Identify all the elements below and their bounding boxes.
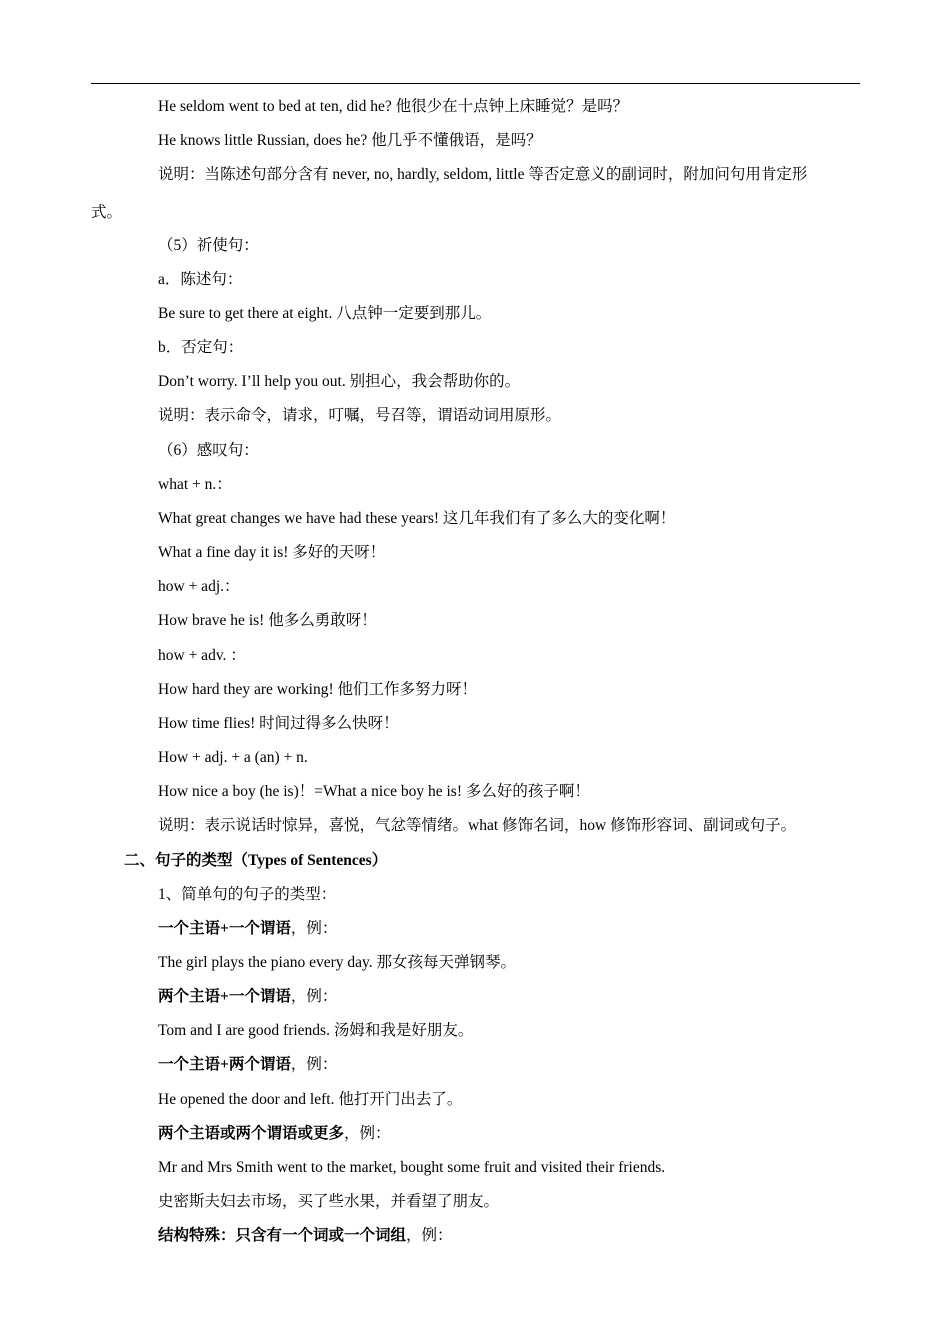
- text-line: He opened the door and left. 他打开门出去了。: [158, 1091, 463, 1108]
- rule-strong: 两个主语+一个谓语: [158, 988, 291, 1005]
- pattern-label: How + adj. + a (an) + n.: [158, 749, 308, 766]
- rule-strong: 结构特殊：只含有一个词或一个词组: [158, 1227, 407, 1244]
- rule-strong: 一个主语+一个谓语: [158, 920, 291, 937]
- rule-rest: ，例：: [290, 988, 338, 1005]
- text-line: 史密斯夫妇去市场，买了些水果，并看望了朋友。: [158, 1193, 500, 1210]
- text-line: He seldom went to bed at ten, did he? 他很少在十点钟上床睡觉？是吗？: [158, 98, 629, 115]
- rule-line: [158, 987, 337, 1007]
- pattern-label: what + n.：: [158, 476, 232, 493]
- text-line: He knows little Russian, does he? 他几乎不懂俄语，是吗？: [158, 132, 542, 149]
- section-heading: 二、句子的类型（Types of Sentences）: [124, 852, 388, 869]
- text-line: Be sure to get there at eight. 八点钟一定要到那儿。: [158, 305, 492, 322]
- rule-strong: 一个主语+两个谓语: [158, 1056, 291, 1073]
- text-line: What a fine day it is! 多好的天呀！: [158, 544, 386, 561]
- text-line-continuation: 式。: [91, 204, 123, 221]
- text-line: 说明：表示命令，请求，叮嘱，号召等，谓语动词用原形。: [158, 407, 562, 424]
- text-line: How nice a boy (he is)！=What a nice boy he is! 多么好的孩子啊！: [158, 783, 590, 800]
- list-label: a．陈述句：: [158, 271, 243, 288]
- text-line: Mr and Mrs Smith went to the market, bought some fruit and visited their friends.: [158, 1159, 666, 1176]
- subsection-heading: （6）感叹句：: [158, 442, 259, 459]
- rule-line: [158, 919, 337, 939]
- text-line: What great changes we have had these years! 这几年我们有了多么大的变化啊！: [158, 510, 676, 527]
- header-rule: [91, 83, 860, 84]
- text-line: How time flies! 时间过得多么快呀！: [158, 715, 399, 732]
- text-line: The girl plays the piano every day. 那女孩每天弹钢琴。: [158, 954, 517, 971]
- pattern-label: how + adv. ：: [158, 647, 246, 664]
- text-line: How brave he is! 他多么勇敢呀！: [158, 612, 377, 629]
- rule-rest: ，例：: [290, 920, 338, 937]
- text-line: 说明：表示说话时惊异，喜悦，气忿等情绪。what 修饰名词，how 修饰形容词、副词或句子。: [158, 817, 797, 834]
- text-line: How hard they are working! 他们工作多努力呀！: [158, 681, 477, 698]
- rule-rest: ，例：: [290, 1056, 338, 1073]
- subsection-heading: （5）祈使句：: [158, 237, 259, 254]
- rule-line: [158, 1226, 453, 1246]
- rule-line: [158, 1055, 337, 1075]
- text-line: Tom and I are good friends. 汤姆和我是好朋友。: [158, 1022, 474, 1039]
- pattern-label: how + adj.：: [158, 578, 240, 595]
- rule-rest: ，例：: [344, 1125, 391, 1142]
- text-line: 说明：当陈述句部分含有 never, no, hardly, seldom, little 等否定意义的副词时，附加问句用肯定形: [158, 166, 808, 183]
- subsection-heading: 1、简单句的句子的类型：: [158, 886, 337, 903]
- list-label: b．否定句：: [158, 339, 244, 356]
- rule-line: [158, 1124, 391, 1144]
- rule-rest: ，例：: [406, 1227, 453, 1244]
- rule-strong: 两个主语或两个谓语或更多: [158, 1125, 345, 1142]
- text-line: Don’t worry. I’ll help you out. 别担心，我会帮助你的。: [158, 373, 521, 390]
